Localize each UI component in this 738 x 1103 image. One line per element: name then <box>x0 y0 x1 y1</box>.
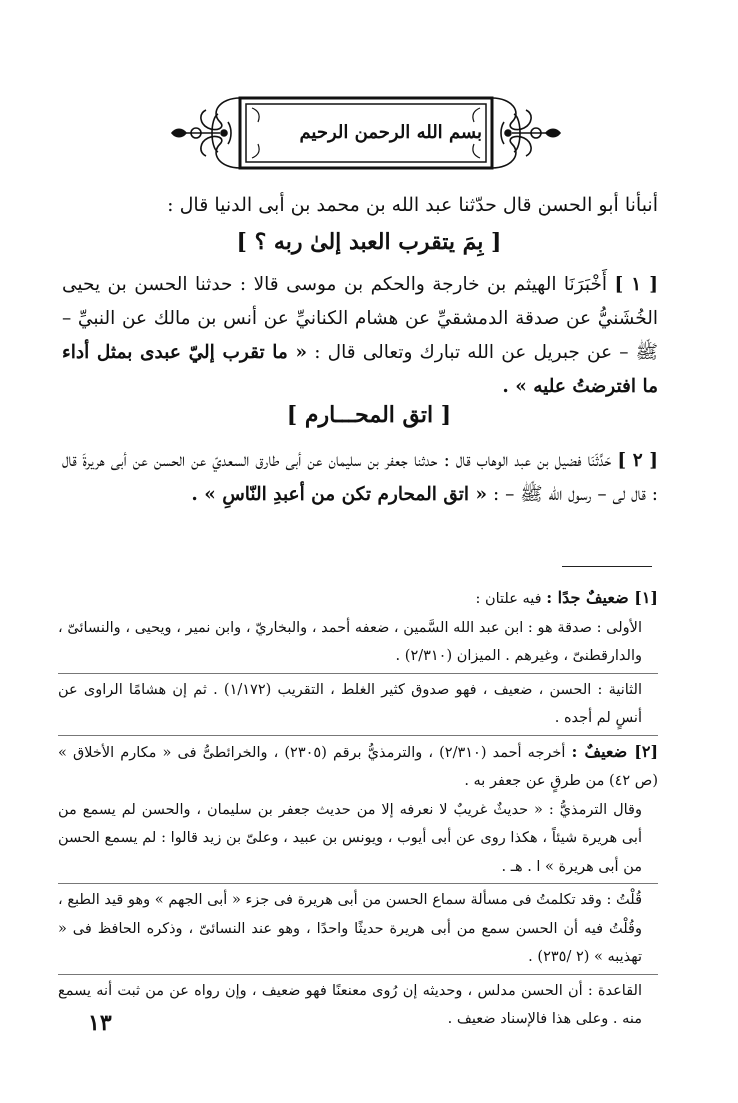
section-heading-1: [ بِمَ يتقرب العبد إلىٰ ربه ؟ ] <box>236 229 502 255</box>
footnote-separator <box>562 566 652 567</box>
hadith-1-chain: أَخْبَرَنَا الهيثم بن خارجة والحكم بن موسى قالا : حدثنا الحسن بن يحيى الخُشَنيُّ عن صدقة الدمشقيِّ عن هشام الكنانيِّ عن أنس بن مالك عن النبيِّ – ﷺ – عن جبريل عن الله تبارك وتعالى قال : <box>62 274 659 363</box>
footnote-divider <box>58 974 658 975</box>
hadith-2-chain: حَدَّثَنَا فضيل بن عبد الوهاب قال : حدثنا جعفر بن سليمان عن أبى طارق السعديّ عن الحسن عن أبى هريرةَ قال : قال لى – رسول الله ﷺ – : <box>62 450 658 505</box>
footnote-2-rule: القاعدة : أن الحسن مدلس ، وحديثه إن رُوى معنعنًا فهو ضعيف ، وإن رواه عن من ثبت أنه يسمع منه . وعلى هذا فالإسناد ضعيف . <box>58 982 642 1027</box>
footnote-divider <box>58 883 658 884</box>
header-cartouche <box>160 92 572 174</box>
footnote-1-first: الأولى : صدقة هو : ابن عبد الله السَّمين ، ضعفه أحمد ، والبخاريّ ، وابن نمير ، ويحيى ، والنسائىّ ، والدارقطنىّ ، وغيرهم . الميزان (٢/٣١٠) . <box>58 619 642 664</box>
hadith-number-2: [ ٢ ] <box>617 450 659 471</box>
isnad-intro: أنبأنا أبو الحسن قال حدّثنا عبد الله بن محمد بن أبى الدنيا قال : <box>167 194 658 216</box>
footnote-divider <box>58 673 658 674</box>
footnotes <box>58 584 658 1034</box>
footnote-2-label: [٢] ضعيفٌ : <box>571 741 659 761</box>
footnote-1-second: الثانية : الحسن ، ضعيف ، فهو صدوق كثير الغلط ، التقريب (١/١٧٢) . ثم إن هشامًا الراوى عن أنسٍ لم أجده . <box>58 681 642 726</box>
hadith-1 <box>62 268 658 404</box>
page-number: ١٣ <box>88 1010 112 1036</box>
basmala-title: بسم الله الرحمن الرحيم <box>299 122 482 143</box>
hadith-number-1: [ ١ ] <box>614 274 658 295</box>
footnote-2-body <box>58 738 658 796</box>
footnote-divider <box>58 735 658 736</box>
hadith-2 <box>62 444 658 512</box>
hadith-1-matn: « ما تقرب إليّ عبدى بمثل أداء ما افترضتُ عليه » . <box>62 342 658 397</box>
footnote-2-text: أخرجه أحمد (٢/٣١٠) ، والترمذيُّ برقم (٢٣٠٥) ، والخرائطىُّ فى « مكارم الأخلاق » (ص ٤٢) من طرقٍ عن جعفر به . <box>58 744 658 789</box>
footnote-1-label: [١] ضعيفٌ جدًا : <box>546 588 658 607</box>
footnote-1-header <box>58 584 658 614</box>
footnote-1-intro: فيه علتان : <box>475 591 542 607</box>
footnote-2-tirmidhi: وقال الترمذيُّ : « حديثٌ غريبٌ لا نعرفه إلا من حديث جعفر بن سليمان ، والحسن لم يسمع من أبى هريرة شيئاً ، هكذا روى عن أبى أيوب ، ويونس بن عبيد ، وعلىّ بن زيد قالوا : لم يسمع الحسن من أبى هريرة » ا . هـ . <box>58 801 642 875</box>
hadith-2-matn: « اتق المحارم تكن من أعبدِ النّاسِ » . <box>191 484 488 505</box>
section-heading-2: [ اتق المحـــارم ] <box>286 402 452 428</box>
footnote-2-qultu: قُلْتُ : وقد تكلمتُ فى مسألة سماع الحسن من أبى هريرة فى جزء « أبى الجهم » وهو قيد الطبع ، وقُلْتُ فيه أن الحسن سمع من أبى هريرة حديثًا واحدًا ، وهو عند النسائىّ ، وذكره الحافظ فى « تهذيبه » (٢ /٢٣٥) . <box>58 892 642 965</box>
